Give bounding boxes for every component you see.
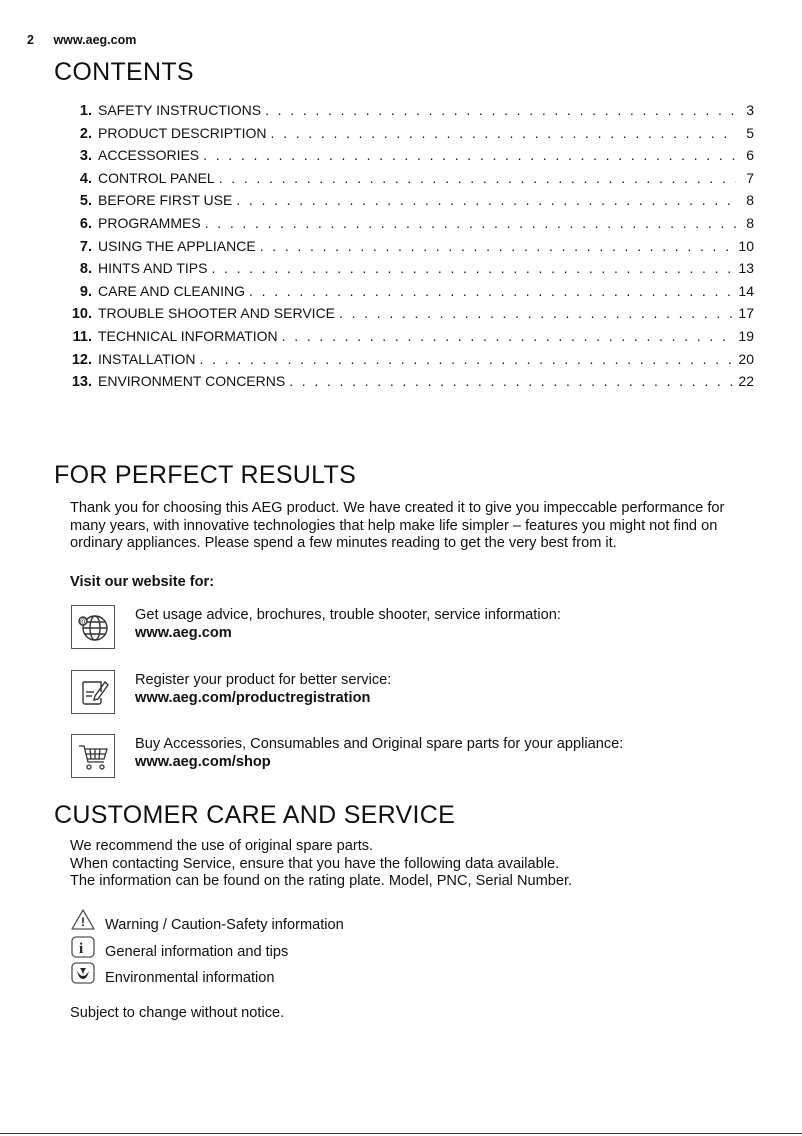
symbol-info xyxy=(70,941,470,965)
toc-page-number: 6 xyxy=(746,147,754,164)
care-line: The information can be found on the rating plate. Model, PNC, Serial Number. xyxy=(70,873,573,889)
toc-entry[interactable] xyxy=(62,351,754,374)
toc-number: 5. xyxy=(79,193,92,210)
shopping-cart-icon xyxy=(71,734,115,778)
toc-leader-dots xyxy=(211,260,734,276)
toc-entry[interactable] xyxy=(62,147,754,170)
toc-leader-dots xyxy=(236,192,736,208)
care-line: When contacting Service, ensure that you have the following data available. xyxy=(70,855,560,872)
toc-title: CARE AND CLEANING xyxy=(98,282,246,299)
web-link-shop xyxy=(71,734,751,780)
web-link-text: Register your product for better service: xyxy=(135,672,392,688)
toc-leader-dots xyxy=(271,125,736,141)
footer-divider xyxy=(0,1133,802,1134)
results-intro: Thank you for choosing this AEG product. We have created it to give you impeccable performance for many years, with innovative technologies that help make life simpler – features you might not find on ordinary appliances. Please spend a few minutes reading to get the very best from it. xyxy=(70,500,725,551)
toc-entry[interactable] xyxy=(62,215,754,238)
toc-page-number: 20 xyxy=(738,350,754,367)
symbol-text: General information and tips xyxy=(105,944,289,960)
toc-page-number: 3 xyxy=(746,102,754,118)
toc-leader-dots xyxy=(203,147,736,163)
toc-page-number: 5 xyxy=(746,124,754,141)
toc-entry[interactable] xyxy=(62,260,754,283)
info-icon xyxy=(70,935,96,959)
care-heading: CUSTOMER CARE AND SERVICE xyxy=(54,801,456,829)
toc-title: TROUBLE SHOOTER AND SERVICE xyxy=(98,305,336,322)
globe-at-icon xyxy=(71,605,115,649)
toc-title: PROGRAMMES xyxy=(98,214,201,231)
toc-number: 8. xyxy=(79,261,92,278)
page-header xyxy=(27,33,136,47)
symbol-text: Warning / Caution-Safety information xyxy=(105,917,344,933)
toc-entry[interactable] xyxy=(62,305,754,328)
toc-leader-dots xyxy=(282,328,735,344)
toc-number: 2. xyxy=(79,125,92,142)
toc-entry[interactable] xyxy=(62,125,754,148)
toc-title: HINTS AND TIPS xyxy=(98,260,208,277)
svg-text:@: @ xyxy=(79,617,88,626)
toc-title: INSTALLATION xyxy=(98,350,196,367)
toc-page-number: 22 xyxy=(738,373,754,390)
toc-number: 11. xyxy=(72,328,92,345)
toc-entry[interactable] xyxy=(62,102,754,125)
toc-leader-dots xyxy=(260,238,735,254)
toc-page-number: 8 xyxy=(746,214,754,231)
svg-text:i: i xyxy=(79,941,84,957)
header-site-link[interactable]: www.aeg.com xyxy=(53,33,137,47)
symbol-text: Environmental information xyxy=(105,970,275,986)
change-notice: Subject to change without notice. xyxy=(70,1005,285,1021)
toc-title: ACCESSORIES xyxy=(98,147,200,164)
toc-leader-dots xyxy=(219,170,736,186)
web-link-text: Get usage advice, brochures, trouble shooter, service information: xyxy=(135,607,561,623)
page-number: 2 xyxy=(27,33,34,47)
symbol-environment xyxy=(70,967,470,991)
contents-heading: CONTENTS xyxy=(54,58,194,86)
toc-number: 9. xyxy=(79,283,92,300)
web-link-text: Buy Accessories, Consumables and Original spare parts for your appliance: xyxy=(135,736,624,752)
toc-title: SAFETY INSTRUCTIONS xyxy=(98,102,262,118)
toc-leader-dots xyxy=(289,373,734,389)
web-link-advice xyxy=(71,605,751,651)
toc-number: 12. xyxy=(71,351,92,368)
web-link-url[interactable]: www.aeg.com/shop xyxy=(135,753,271,770)
visit-label: Visit our website for: xyxy=(70,574,215,590)
table-of-contents xyxy=(62,102,754,396)
web-link-registration xyxy=(71,670,751,716)
toc-title: TECHNICAL INFORMATION xyxy=(98,327,278,344)
toc-entry[interactable] xyxy=(62,283,754,306)
toc-number: 4. xyxy=(79,170,92,187)
care-line: We recommend the use of original spare parts. xyxy=(70,838,374,854)
toc-page-number: 19 xyxy=(738,327,754,344)
environment-icon xyxy=(70,961,96,985)
toc-page-number: 8 xyxy=(746,192,754,209)
toc-page-number: 10 xyxy=(738,237,754,254)
toc-leader-dots xyxy=(265,102,736,118)
web-link-url[interactable]: www.aeg.com xyxy=(135,624,232,641)
toc-leader-dots xyxy=(200,351,735,367)
toc-page-number: 14 xyxy=(738,282,754,299)
toc-page-number: 13 xyxy=(738,260,754,277)
toc-number: 7. xyxy=(79,238,92,255)
svg-text:!: ! xyxy=(81,915,85,929)
toc-title: BEFORE FIRST USE xyxy=(98,192,233,209)
toc-leader-dots xyxy=(205,215,736,231)
toc-entry[interactable] xyxy=(62,373,754,396)
toc-entry[interactable] xyxy=(62,192,754,215)
toc-entry[interactable] xyxy=(62,328,754,351)
toc-page-number: 17 xyxy=(738,305,754,322)
toc-number: 13. xyxy=(71,374,92,391)
toc-page-number: 7 xyxy=(746,169,754,186)
toc-title: PRODUCT DESCRIPTION xyxy=(98,124,267,141)
toc-entry[interactable] xyxy=(62,170,754,193)
toc-leader-dots xyxy=(249,283,734,299)
toc-title: ENVIRONMENT CONCERNS xyxy=(98,373,286,390)
warning-icon xyxy=(70,908,96,932)
results-heading: FOR PERFECT RESULTS xyxy=(54,461,357,489)
toc-entry[interactable] xyxy=(62,238,754,261)
toc-title: CONTROL PANEL xyxy=(98,169,215,186)
toc-leader-dots xyxy=(339,305,734,321)
web-link-url[interactable]: www.aeg.com/productregistration xyxy=(135,689,371,706)
toc-number: 10. xyxy=(71,306,92,323)
toc-number: 1. xyxy=(79,103,92,119)
toc-number: 3. xyxy=(79,148,92,165)
symbol-warning xyxy=(70,914,470,938)
toc-number: 6. xyxy=(79,215,92,232)
care-text xyxy=(70,838,760,891)
toc-title: USING THE APPLIANCE xyxy=(98,237,256,254)
registration-pen-icon xyxy=(71,670,115,714)
